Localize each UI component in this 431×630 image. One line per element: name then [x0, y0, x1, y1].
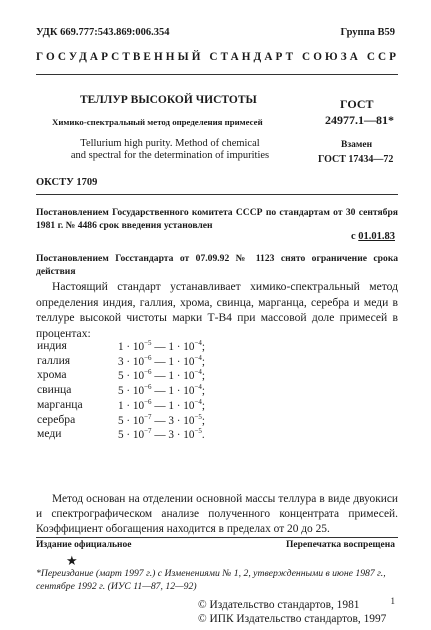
impurity-range-end: ;	[201, 399, 206, 412]
impurity-range-a: 5	[118, 385, 124, 398]
reissue-note: *Переиздание (март 1997 г.) с Изменениями № 1, 2, утвержденными в июне 1987 г., сентябре 1992 г. (ИУС 11—87, 12—92)	[36, 568, 386, 592]
impurity-range-end: ;	[201, 341, 206, 353]
impurity-range-be: −4	[194, 383, 202, 392]
impurity-range-be: −4	[194, 397, 202, 406]
effective-date-prefix: с	[350, 231, 356, 242]
impurity-name: марганца	[37, 397, 83, 411]
impurity-range-be: −5	[194, 412, 202, 421]
impurity-range-b: 1	[168, 399, 174, 412]
impurity-range-ae: −6	[144, 353, 152, 362]
impurity-range-ae: −7	[144, 412, 152, 421]
impurity-range-end: ;	[201, 355, 206, 368]
impurity-range-b: 3	[168, 414, 174, 427]
impurity-range-be: −5	[194, 427, 202, 436]
impurity-range-a: 5	[118, 414, 124, 427]
document-subtitle: Химико-спектральный метод определения примесей	[52, 117, 263, 127]
decree-introduction: Постановлением Государственного комитета СССР по стандартам от 30 сентября 1981 г. № 4486 срок введения установлен	[36, 207, 398, 231]
impurity-range-ae: −6	[144, 397, 152, 406]
impurity-range-a: 3	[118, 355, 124, 368]
impurity-range: $5 \cdot 10^{-7}$ — $3 \cdot 10^{-5}$;	[118, 412, 206, 427]
impurity-range-b: 3	[168, 429, 174, 442]
english-title-line-1: Tellurium high purity. Method of chemical	[80, 138, 260, 149]
gost-number: 24977.1—81*	[325, 113, 394, 127]
impurity-range-ae: −7	[144, 427, 152, 436]
impurity-range-be: −4	[194, 339, 202, 347]
impurity-range-b: 1	[168, 341, 174, 353]
star-icon: ★	[66, 553, 78, 568]
effective-date	[351, 231, 395, 242]
official-edition: Издание официальное	[36, 540, 132, 550]
intro-paragraph: Настоящий стандарт устанавливает химико-спектральный метод определения индия, галлия, хрома, свинца, марганца, серебра и меди в теллуре высокой чистоты марки Т-В4 при массовой доле примесей в процентах:	[36, 280, 398, 340]
impurity-range: $1 \cdot 10^{-5}$ — $1 \cdot 10^{-4}$;	[118, 339, 206, 353]
impurity-range-a: 5	[118, 429, 124, 442]
udk-code: УДК 669.777:543.869:006.354	[36, 27, 170, 38]
english-title-line-2: and spectral for the determination of impurities	[70, 150, 270, 161]
top-divider	[36, 74, 398, 75]
footer-divider	[36, 537, 398, 538]
impurity-range-b: 1	[168, 355, 174, 368]
impurity-name: хрома	[37, 368, 67, 382]
impurity-range: $5 \cdot 10^{-6}$ — $1 \cdot 10^{-4}$;	[118, 368, 206, 383]
impurity-range-end: ;	[201, 385, 206, 398]
effective-date-value: 01.01.83	[358, 231, 395, 242]
document-title: ТЕЛЛУР ВЫСОКОЙ ЧИСТОТЫ	[80, 94, 257, 106]
impurity-name: свинца	[37, 383, 72, 397]
replaces-number: ГОСТ 17434—72	[318, 154, 394, 165]
page-number: 1	[390, 596, 395, 606]
impurity-name: серебра	[37, 412, 76, 426]
copyright-1981: © Издательство стандартов, 1981	[198, 599, 360, 611]
impurity-range-b: 1	[168, 370, 174, 383]
impurity-range-a: 1	[118, 399, 124, 412]
impurity-name: меди	[37, 427, 62, 441]
copyright-1997: © ИПК Издательство стандартов, 1997	[198, 613, 387, 625]
impurity-range-ae: −5	[144, 339, 152, 347]
impurity-range-ae: −6	[144, 383, 152, 392]
impurity-range-end: ;	[201, 414, 206, 427]
impurity-range-ae: −6	[144, 368, 152, 377]
impurity-range-a: 5	[118, 370, 124, 383]
impurity-range-b: 1	[168, 385, 174, 398]
reprint-prohibited: Перепечатка воспрещена	[285, 540, 395, 550]
impurity-range-end: .	[201, 429, 205, 442]
impurity-range-a: 1	[118, 341, 124, 353]
impurity-range: $5 \cdot 10^{-7}$ — $3 \cdot 10^{-5}$.	[118, 427, 205, 442]
impurity-name: галлия	[37, 353, 71, 367]
impurity-range: $5 \cdot 10^{-6}$ — $1 \cdot 10^{-4}$;	[118, 383, 206, 398]
impurity-name: индия	[37, 339, 67, 352]
group-code: Группа В59	[340, 27, 395, 38]
replaces-label: Взамен	[341, 140, 373, 150]
okstu-code: ОКСТУ 1709	[36, 177, 98, 188]
impurity-range-end: ;	[201, 370, 206, 383]
impurity-range: $1 \cdot 10^{-6}$ — $1 \cdot 10^{-4}$;	[118, 397, 206, 412]
decree-limitation-removed: Постановлением Госстандарта от 07.09.92 № 1123 снято ограничение срока действия	[36, 253, 398, 277]
method-paragraph: Метод основан на отделении основной массы теллура в виде двуокиси и спектрографическом анализе полученного концентрата примесей. Коэффициент обогащения находится в пределах от 20 до 25.	[36, 493, 398, 535]
impurity-range-be: −4	[194, 368, 202, 377]
state-standard-heading: ГОСУДАРСТВЕННЫЙ СТАНДАРТ СОЮЗА ССР	[36, 51, 400, 63]
english-title	[62, 138, 278, 162]
impurity-range: $3 \cdot 10^{-6}$ — $1 \cdot 10^{-4}$;	[118, 353, 206, 368]
impurity-range-be: −4	[194, 353, 202, 362]
okstu-divider	[36, 194, 398, 195]
gost-label: ГОСТ	[340, 97, 374, 111]
